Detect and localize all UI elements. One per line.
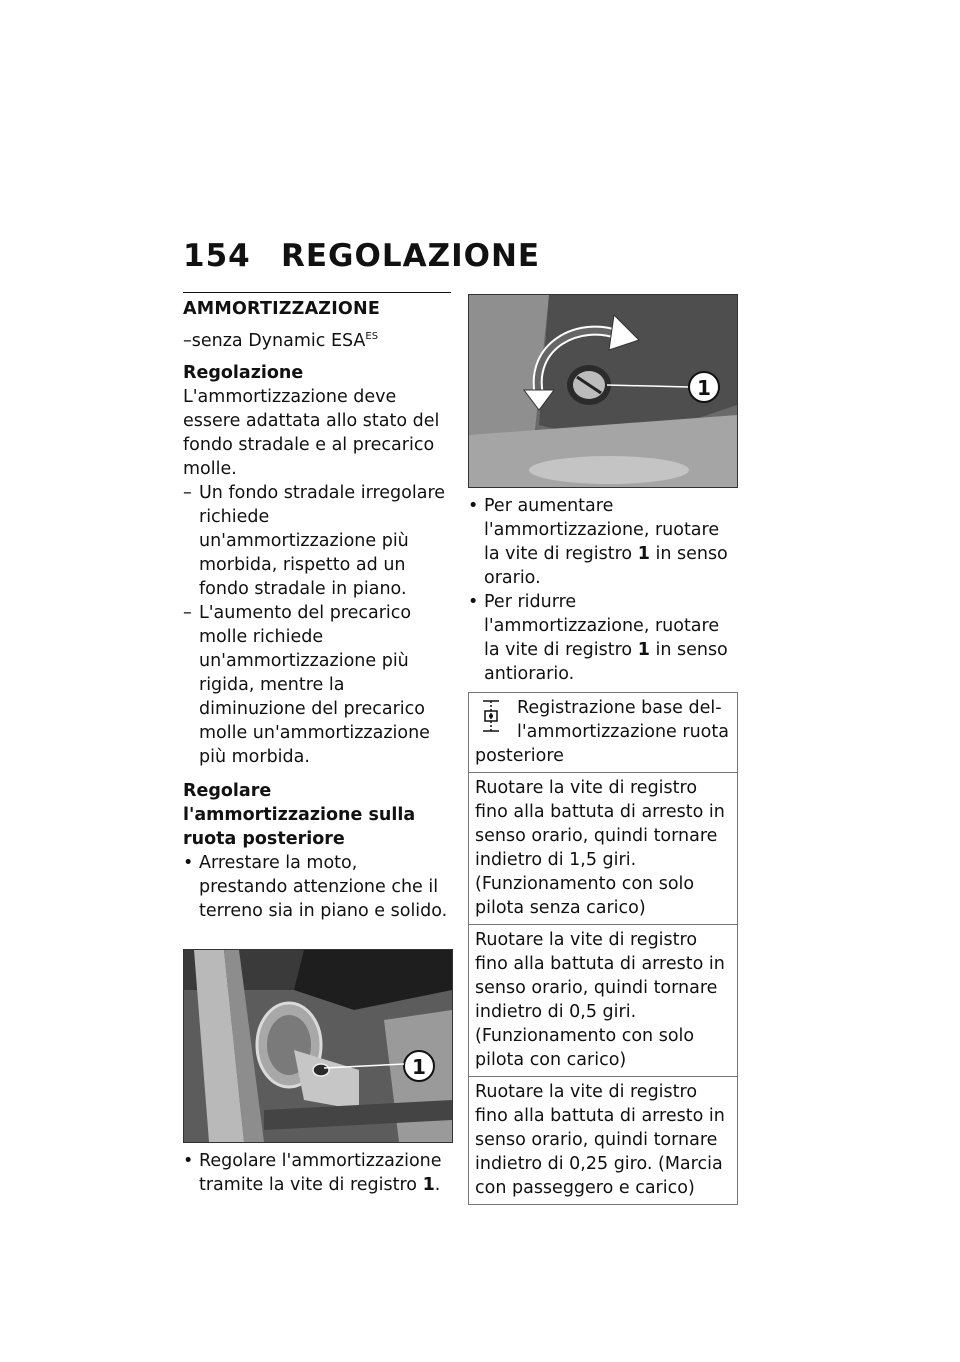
spec-header	[469, 693, 737, 772]
spec-table	[468, 692, 738, 1205]
variant-note	[183, 329, 451, 353]
spec-header-line-1: Registrazione base del-	[517, 698, 722, 718]
bullet-adjust	[183, 1149, 451, 1197]
spec-header-line-2: l'ammortizzazione ruota	[517, 722, 729, 742]
spec-row: Ruotare la vite di registro fino alla battuta di arresto in senso orario, quindi tornare indietro di 1,5 giri. (Funzionamento con solo pilota senza carico)	[469, 772, 737, 924]
spec-row: Ruotare la vite di registro fino alla battuta di arresto in senso orario, quindi tornare indietro di 0,5 giri. (Funzionamento con solo pilota con carico)	[469, 924, 737, 1076]
subheading-regolazione: Regolazione	[183, 363, 304, 383]
left-column	[183, 292, 451, 1197]
figure-callout: 1	[412, 1055, 426, 1079]
bullet-stop-bike: • Arrestare la moto, prestando attenzione che il terreno sia in piano e solido.	[183, 851, 451, 923]
adjuster-screw-photo	[468, 294, 738, 488]
bullet-adjust-end: .	[434, 1175, 441, 1195]
dash-item-1: – Un fondo stradale irregolare richiede un'ammortizzazione più morbida, rispetto ad un fondo stradale in piano.	[183, 481, 451, 601]
wrench-adjust-icon	[479, 699, 503, 740]
bullet-decrease-ref: 1	[637, 640, 650, 660]
spec-row: Ruotare la vite di registro fino alla battuta di arresto in senso orario, quindi tornare indietro di 0,25 giro. (Marcia con passeggero e carico)	[469, 1076, 737, 1204]
page-header	[183, 238, 540, 274]
bullet-increase-ref: 1	[637, 544, 650, 564]
variant-sup: ES	[365, 331, 379, 342]
bullet-increase-end: in senso orario.	[484, 544, 728, 588]
rear-shock-photo	[183, 949, 453, 1143]
bullet-decrease-text: Per ridurre l'ammortizzazione, ruotare la vite di registro	[484, 592, 720, 660]
bullet-decrease-end: in senso antiorario.	[484, 640, 728, 684]
bullet-increase-text: Per aumentare l'ammortizzazione, ruotare la vite di registro	[484, 496, 720, 564]
subheading-rear: Regolare l'ammortizzazione sulla ruota posteriore	[183, 781, 416, 849]
bullet-decrease	[468, 590, 738, 686]
bullet-adjust-ref: 1	[422, 1175, 435, 1195]
spec-header-line-3: posteriore	[475, 746, 564, 766]
chapter-title: REGOLAZIONE	[281, 238, 541, 274]
intro-paragraph: L'ammortizzazione deve essere adattata allo stato del fondo stradale e al precarico molle.	[183, 387, 440, 479]
page-number: 154	[183, 238, 251, 274]
figure-callout: 1	[697, 376, 711, 400]
bullet-increase	[468, 494, 738, 590]
section-title: AMMORTIZZAZIONE	[183, 292, 451, 321]
variant-text: –senza Dynamic ESA	[183, 331, 366, 351]
dash-item-2: – L'aumento del precarico molle richiede un'ammortizzazione più rigida, mentre la diminuzione del precarico molle un'ammortizzazione più morbida.	[183, 601, 451, 769]
right-column	[468, 292, 738, 1205]
bullet-adjust-text: Regolare l'ammortizzazione tramite la vite di registro	[199, 1151, 442, 1195]
